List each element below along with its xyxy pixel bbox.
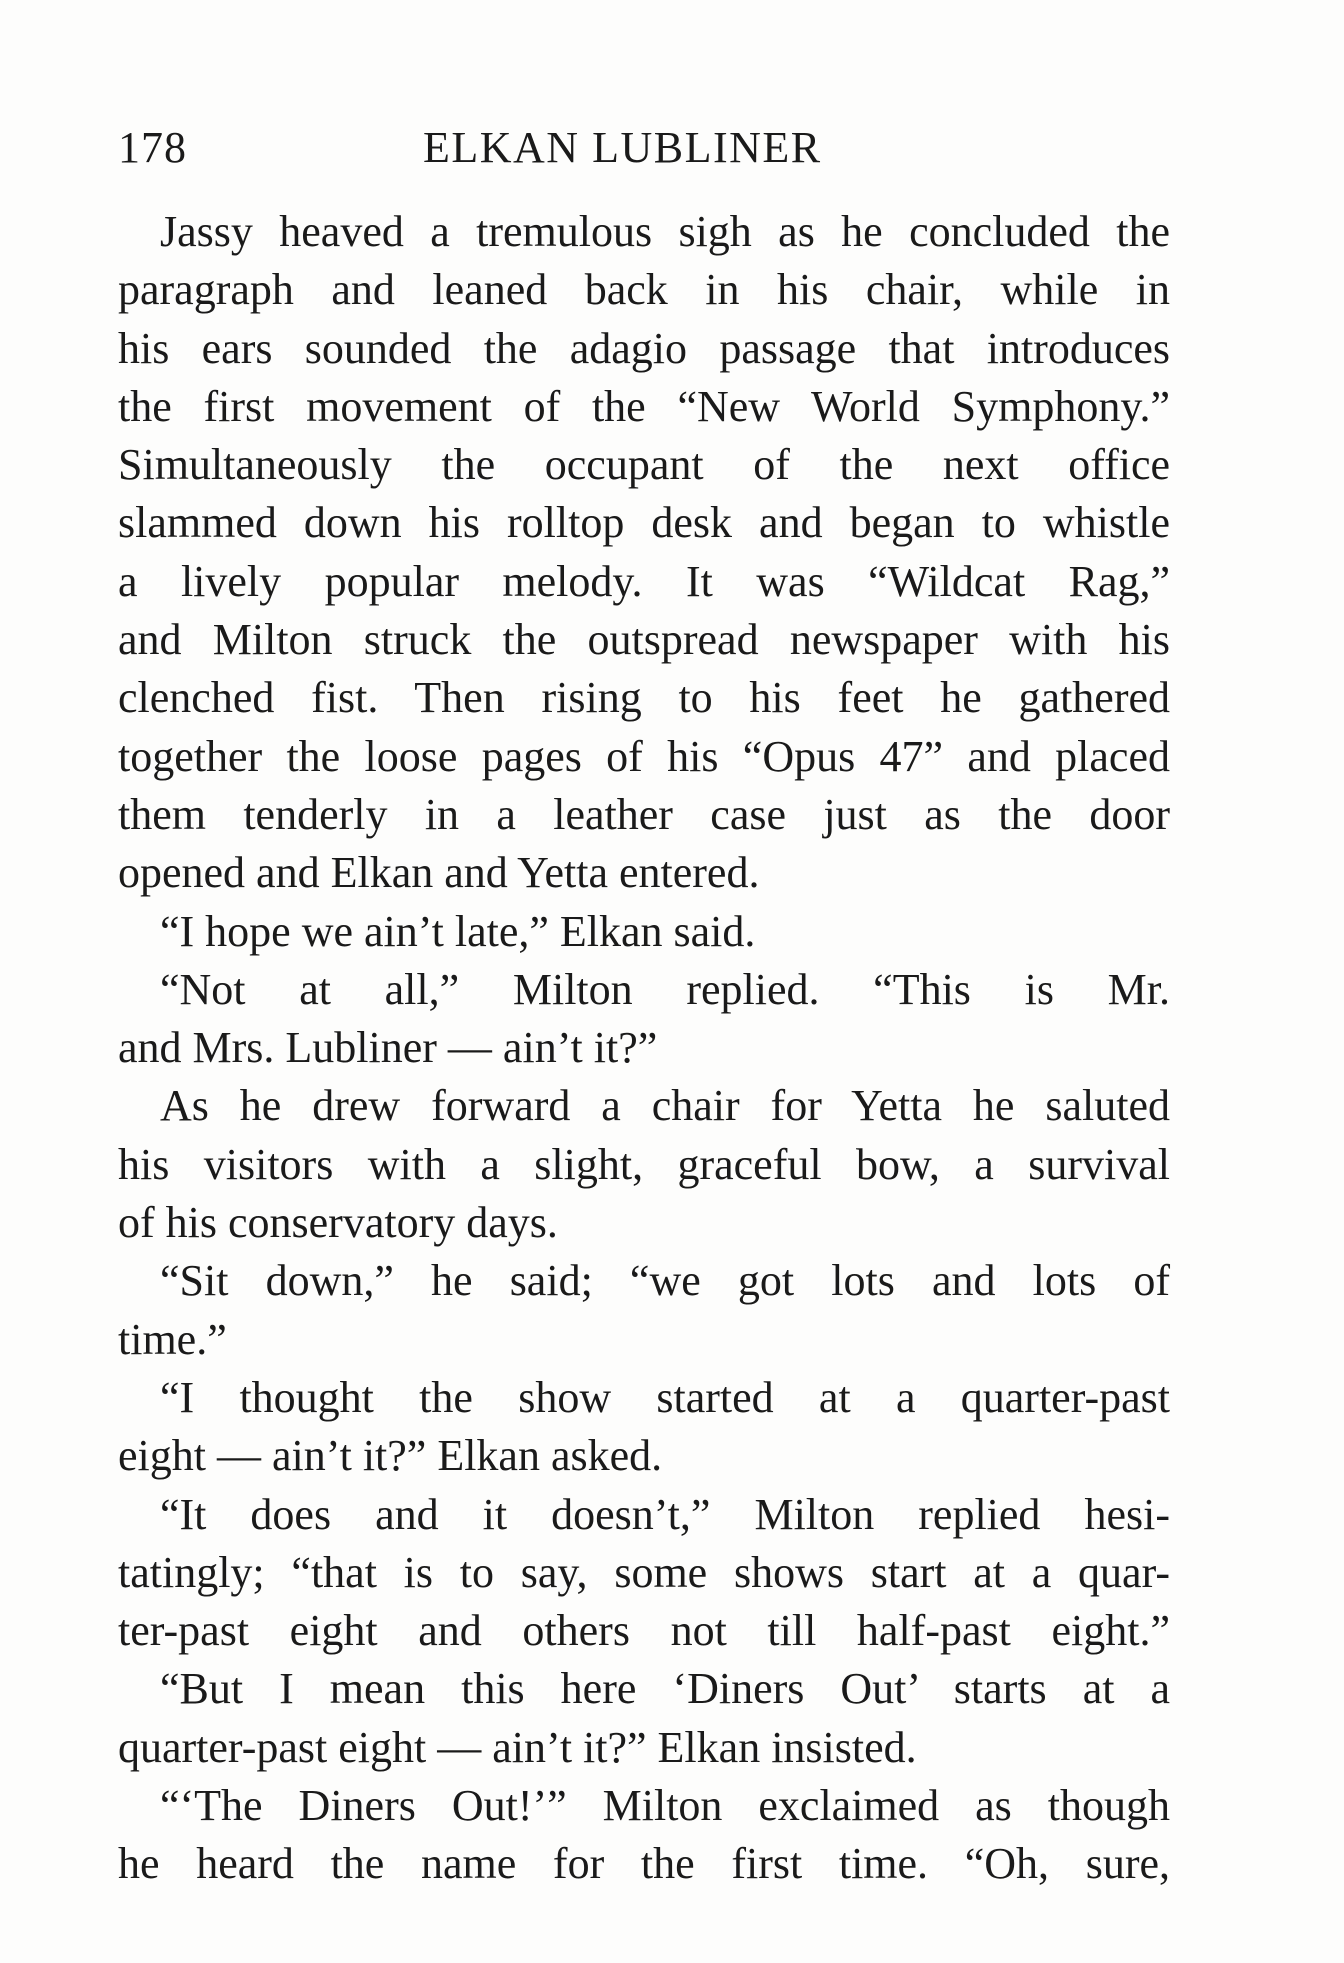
text-line: slammed down his rolltop desk and began to whistle — [118, 498, 1170, 548]
text-line: together the loose pages of his “Opus 47” and placed — [118, 731, 1170, 781]
text-line: time.” — [118, 1314, 227, 1364]
text-line: his visitors with a slight, graceful bow, a survival — [118, 1139, 1170, 1189]
text-line: ter-past eight and others not till half-past eight.” — [118, 1606, 1170, 1656]
text-line: quarter-past eight — ain’t it?” Elkan insisted. — [118, 1722, 917, 1772]
text-line: opened and Elkan and Yetta entered. — [118, 848, 760, 898]
text-line: and Milton struck the outspread newspaper with his — [118, 615, 1170, 665]
text-line: “It does and it doesn’t,” Milton replied hesi- — [160, 1489, 1170, 1539]
text-line: he heard the name for the first time. “Oh, sure, — [118, 1839, 1170, 1889]
text-line: Simultaneously the occupant of the next office — [118, 440, 1170, 490]
text-line: paragraph and leaned back in his chair, while in — [118, 265, 1170, 315]
text-line: clenched fist. Then rising to his feet he gathered — [118, 673, 1170, 723]
running-head — [118, 118, 1170, 178]
text-line: As he drew forward a chair for Yetta he saluted — [160, 1081, 1170, 1131]
book-title: ELKAN LUBLINER — [423, 123, 822, 172]
text-line: “I hope we ain’t late,” Elkan said. — [160, 906, 756, 956]
text-line: “Sit down,” he said; “we got lots and lots of — [160, 1256, 1170, 1306]
page-number: 178 — [118, 123, 187, 172]
text-line: eight — ain’t it?” Elkan asked. — [118, 1431, 663, 1481]
text-line: Jassy heaved a tremulous sigh as he concluded the — [160, 207, 1170, 256]
text-line: them tenderly in a leather case just as the door — [118, 789, 1170, 839]
text-line: “‘The Diners Out!’” Milton exclaimed as though — [160, 1781, 1170, 1831]
text-line: his ears sounded the adagio passage that introduces — [118, 323, 1170, 373]
text-line: a lively popular melody. It was “Wildcat Rag,” — [118, 556, 1170, 606]
text-line: of his conservatory days. — [118, 1198, 558, 1248]
text-line: “Not at all,” Milton replied. “This is Mr. — [160, 964, 1170, 1014]
body-text — [118, 203, 1170, 1894]
text-line: the first movement of the “New World Symphony.” — [118, 381, 1170, 431]
text-line: tatingly; “that is to say, some shows start at a quar- — [118, 1547, 1170, 1597]
text-line: and Mrs. Lubliner — ain’t it?” — [118, 1023, 658, 1073]
text-line: “But I mean this here ‘Diners Out’ starts at a — [160, 1664, 1170, 1714]
text-line: “I thought the show started at a quarter-past — [160, 1372, 1170, 1422]
